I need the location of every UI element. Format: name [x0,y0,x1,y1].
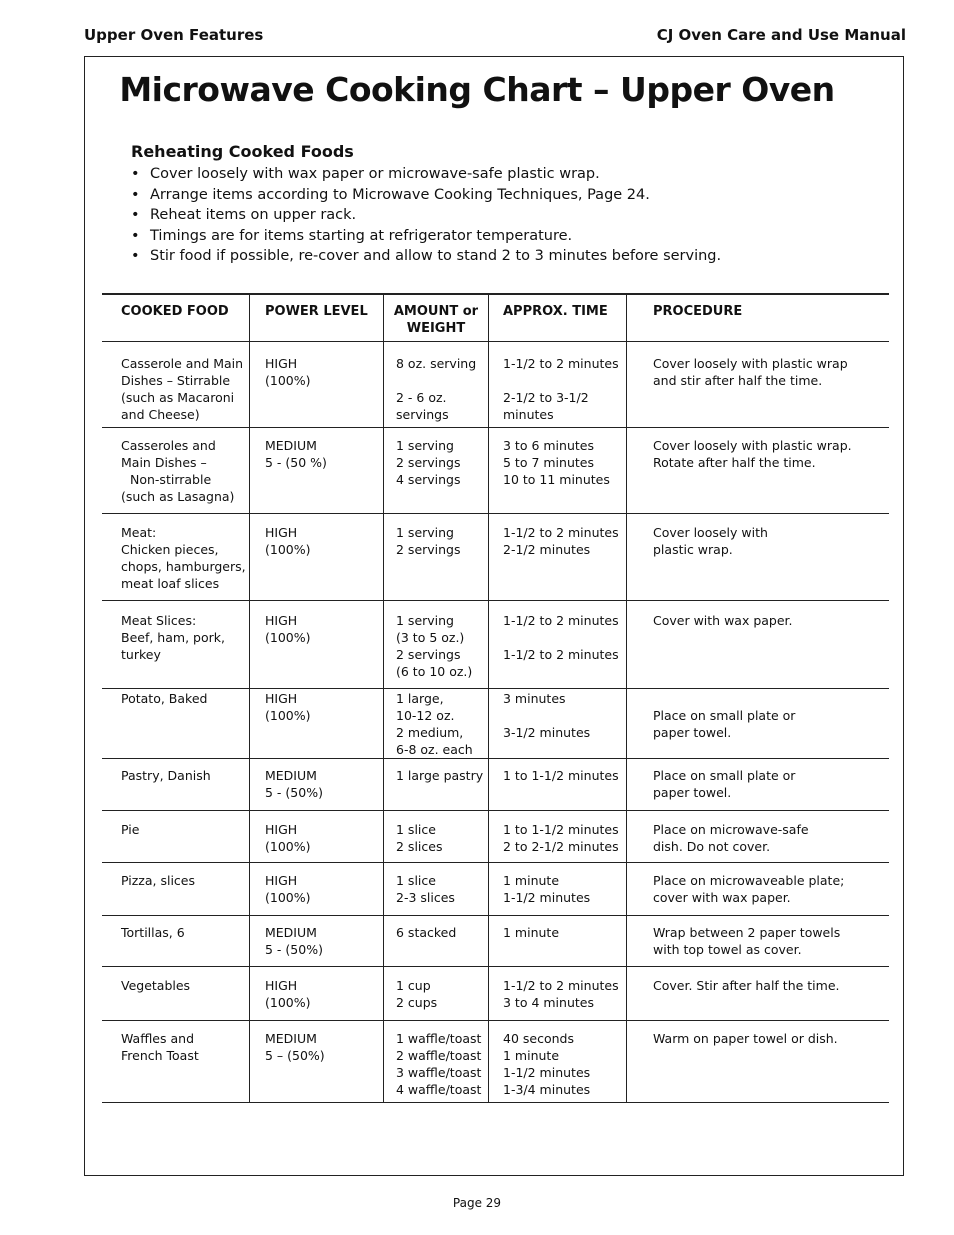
cell-cooked-food [102,916,250,967]
cell-time [489,514,627,601]
cell-line: 1 serving [396,438,454,453]
cell-line: plastic wrap. [653,542,733,557]
cell-line: Waffles and [121,1031,194,1046]
cell-line: Cover. Stir after half the time. [653,978,840,993]
cell-line: 2-3 slices [396,890,455,905]
cell-line: (such as Lasagna) [121,489,235,504]
cell-power-level [250,811,384,863]
cell-line: turkey [121,647,161,662]
cell-line: French Toast [121,1048,199,1063]
cell-line: 1 large, [396,691,444,706]
cell-line: 5 to 7 minutes [503,455,594,470]
cell-amount [384,342,489,428]
cell-line: HIGH [265,822,298,837]
cell-line: Pie [121,822,140,837]
cell-procedure [627,514,890,601]
cell-cooked-food [102,759,250,811]
cell-line: HIGH [265,691,298,706]
cell-procedure [627,342,890,428]
instructions-list [131,164,721,267]
cell-line: 1 slice [396,873,436,888]
cell-line: 2 servings [396,455,461,470]
cell-line: 1-1/2 to 2 minutes [503,613,619,628]
table-row [102,916,889,967]
cell-line: 1 to 1-1/2 minutes [503,822,619,837]
cell-line [503,707,626,724]
cell-line: (100%) [265,630,311,645]
cell-line: 1 slice [396,822,436,837]
cell-time [489,811,627,863]
cell-line: Warm on paper towel or dish. [653,1031,838,1046]
cell-line: 4 waffle/toast [396,1082,482,1097]
cell-line: 1 waffle/toast [396,1031,482,1046]
cell-time [489,759,627,811]
cell-line: Meat: [121,525,157,540]
cell-line: Cover with wax paper. [653,613,793,628]
instruction-item: • Arrange items according to Microwave Cooking Techniques, Page 24. [131,186,650,203]
instruction-item: • Stir food if possible, re-cover and allow to stand 2 to 3 minutes before serving. [131,248,722,264]
cell-line: 1-3/4 minutes [503,1082,591,1097]
cell-line [653,690,889,707]
cell-line [503,372,626,389]
cell-cooked-food [102,863,250,916]
instruction-item: • Cover loosely with wax paper or microwave-safe plastic wrap. [131,166,600,182]
cell-power-level [250,916,384,967]
cell-line: 1 to 1-1/2 minutes [503,768,619,783]
table-row [102,1021,889,1103]
cell-line: Casserole and Main [121,356,244,371]
col-header-procedure: PROCEDURE [627,294,890,342]
cell-amount [384,811,489,863]
cell-line: 1 minute [503,1048,560,1063]
cell-line: MEDIUM [265,438,317,453]
cell-line: HIGH [265,525,298,540]
cell-line: 1 serving [396,613,454,628]
col-header-cooked-food: COOKED FOOD [102,294,250,342]
cell-line: 3 minutes [503,691,566,706]
cell-time [489,916,627,967]
cell-line: chops, hamburgers, [121,559,246,574]
table-row [102,759,889,811]
cell-power-level [250,428,384,514]
cell-line: 1 cup [396,978,431,993]
cell-line: 2 - 6 oz. [396,390,447,405]
cell-line: 1-1/2 to 2 minutes [503,647,619,662]
cell-amount [384,428,489,514]
table-row [102,342,889,428]
cell-line: paper towel. [653,725,732,740]
cell-line: 1 serving [396,525,454,540]
cell-time [489,342,627,428]
cell-line: (100%) [265,890,311,905]
table-row [102,689,889,759]
page-title: Microwave Cooking Chart – Upper Oven [119,70,835,109]
cell-line: Non-stirrable [130,472,212,487]
cell-cooked-food [102,428,250,514]
instruction-item: • Timings are for items starting at refrigerator temperature. [131,227,573,244]
cell-power-level [250,967,384,1021]
cell-line: (100%) [265,542,311,557]
cell-line: 2-1/2 to 3-1/2 [503,390,589,405]
cell-power-level [250,342,384,428]
col-header-power-level: POWER LEVEL [250,294,384,342]
cell-cooked-food [102,967,250,1021]
cell-power-level [250,759,384,811]
cell-line [396,372,488,389]
table-row [102,514,889,601]
cell-line: Pastry, Danish [121,768,211,783]
cell-line: 10-12 oz. [396,708,455,723]
cell-line: 2-1/2 minutes [503,542,591,557]
cell-procedure [627,1021,890,1103]
cell-line: with top towel as cover. [653,942,802,957]
cell-line: 1-1/2 minutes [503,890,591,905]
cell-procedure [627,967,890,1021]
cell-procedure [627,689,890,759]
instruction-item: • Reheat items on upper rack. [131,207,357,223]
cell-line: and stir after half the time. [653,373,823,388]
cell-line: Chicken pieces, [121,542,219,557]
cell-amount [384,759,489,811]
cell-line: Wrap between 2 paper towels [653,925,841,940]
section-header: Upper Oven Features [84,26,264,44]
cell-line: 2 medium, [396,725,464,740]
cell-line: Potato, Baked [121,691,208,706]
cell-line: MEDIUM [265,1031,317,1046]
cell-procedure [627,811,890,863]
table-row [102,428,889,514]
cell-time [489,967,627,1021]
cell-line: HIGH [265,873,298,888]
cell-line: 10 to 11 minutes [503,472,610,487]
cell-line: 4 servings [396,472,461,487]
cell-line: paper towel. [653,785,732,800]
cell-time [489,428,627,514]
cell-line: Place on small plate or [653,768,796,783]
cell-line: and Cheese) [121,407,200,422]
cell-line: HIGH [265,613,298,628]
manual-title: CJ Oven Care and Use Manual [656,26,906,44]
cell-line: Place on microwaveable plate; [653,873,845,888]
cell-line: cover with wax paper. [653,890,791,905]
cell-line: 5 – (50%) [265,1048,325,1063]
cell-power-level [250,601,384,689]
cell-time [489,601,627,689]
cell-line: dish. Do not cover. [653,839,771,854]
cell-line: 1-1/2 to 2 minutes [503,978,619,993]
cell-line: Casseroles and [121,438,216,453]
cell-line: Meat Slices: [121,613,197,628]
cell-cooked-food [102,514,250,601]
cell-cooked-food [102,811,250,863]
cell-line: 2 servings [396,647,461,662]
cell-line: 5 - (50%) [265,785,323,800]
cell-amount [384,967,489,1021]
cell-line: 1-1/2 minutes [503,1065,591,1080]
cell-line: Beef, ham, pork, [121,630,225,645]
cell-line: Rotate after half the time. [653,455,816,470]
cell-line: 5 - (50 %) [265,455,327,470]
cell-power-level [250,1021,384,1103]
cell-amount [384,863,489,916]
cell-power-level [250,863,384,916]
col-header-amount: AMOUNT or WEIGHT [384,294,489,342]
cell-line: 2 slices [396,839,443,854]
cell-line: 2 to 2-1/2 minutes [503,839,619,854]
cell-line: (100%) [265,839,311,854]
cell-line: 3-1/2 minutes [503,725,591,740]
cell-line [503,629,626,646]
cell-line: (6 to 10 oz.) [396,664,473,679]
cell-line: 6 stacked [396,925,457,940]
cell-line: (100%) [265,708,311,723]
cell-line: Main Dishes – [121,455,207,470]
cell-line: 8 oz. serving [396,356,477,371]
section-heading: Reheating Cooked Foods [131,142,354,161]
cell-line: (100%) [265,995,311,1010]
cell-time [489,863,627,916]
cell-line: 1 large pastry [396,768,484,783]
cell-cooked-food [102,1021,250,1103]
cell-line: Dishes – Stirrable [121,373,231,388]
cell-line: 40 seconds [503,1031,574,1046]
cell-line: 2 cups [396,995,438,1010]
cell-line: (100%) [265,373,311,388]
cell-line: Place on small plate or [653,708,796,723]
cell-procedure [627,428,890,514]
cell-line: Cover loosely with plastic wrap. [653,438,852,453]
table-header-row [102,294,889,342]
cell-cooked-food [102,342,250,428]
table-row [102,863,889,916]
cell-line: servings [396,407,449,422]
cell-line: 1-1/2 to 2 minutes [503,356,619,371]
cell-cooked-food [102,601,250,689]
page-number: Page 29 [452,1196,502,1210]
cell-procedure [627,759,890,811]
cell-line: (3 to 5 oz.) [396,630,465,645]
cell-line: 3 waffle/toast [396,1065,482,1080]
col-header-time: APPROX. TIME [489,294,627,342]
cell-line: Vegetables [121,978,191,993]
cell-line: Place on microwave-safe [653,822,809,837]
cell-line: 2 servings [396,542,461,557]
cell-line: HIGH [265,356,298,371]
cell-amount [384,601,489,689]
table-row [102,811,889,863]
cell-line: Tortillas, 6 [121,925,185,940]
cell-line: HIGH [265,978,298,993]
cell-procedure [627,863,890,916]
cell-line: MEDIUM [265,768,317,783]
cell-line: MEDIUM [265,925,317,940]
cell-line: 2 waffle/toast [396,1048,482,1063]
cell-line: 1 minute [503,925,560,940]
cell-power-level [250,689,384,759]
table-row [102,601,889,689]
cell-line: 5 - (50%) [265,942,323,957]
cell-procedure [627,601,890,689]
cell-time [489,1021,627,1103]
table-row [102,967,889,1021]
cell-line: minutes [503,407,554,422]
cell-cooked-food [102,689,250,759]
cell-line: 1 minute [503,873,560,888]
cell-time [489,689,627,759]
cell-amount [384,514,489,601]
cell-line: (such as Macaroni [121,390,235,405]
cell-amount [384,689,489,759]
cell-line: meat loaf slices [121,576,220,591]
cell-amount [384,916,489,967]
cell-line: Cover loosely with [653,525,768,540]
cooking-chart-table [102,293,889,1103]
cell-line: 3 to 4 minutes [503,995,594,1010]
cell-line: Cover loosely with plastic wrap [653,356,848,371]
cell-amount [384,1021,489,1103]
cell-procedure [627,916,890,967]
cell-line: Pizza, slices [121,873,195,888]
cell-power-level [250,514,384,601]
cell-line: 6-8 oz. each [396,742,473,757]
cell-line: 3 to 6 minutes [503,438,594,453]
cell-line: 1-1/2 to 2 minutes [503,525,619,540]
